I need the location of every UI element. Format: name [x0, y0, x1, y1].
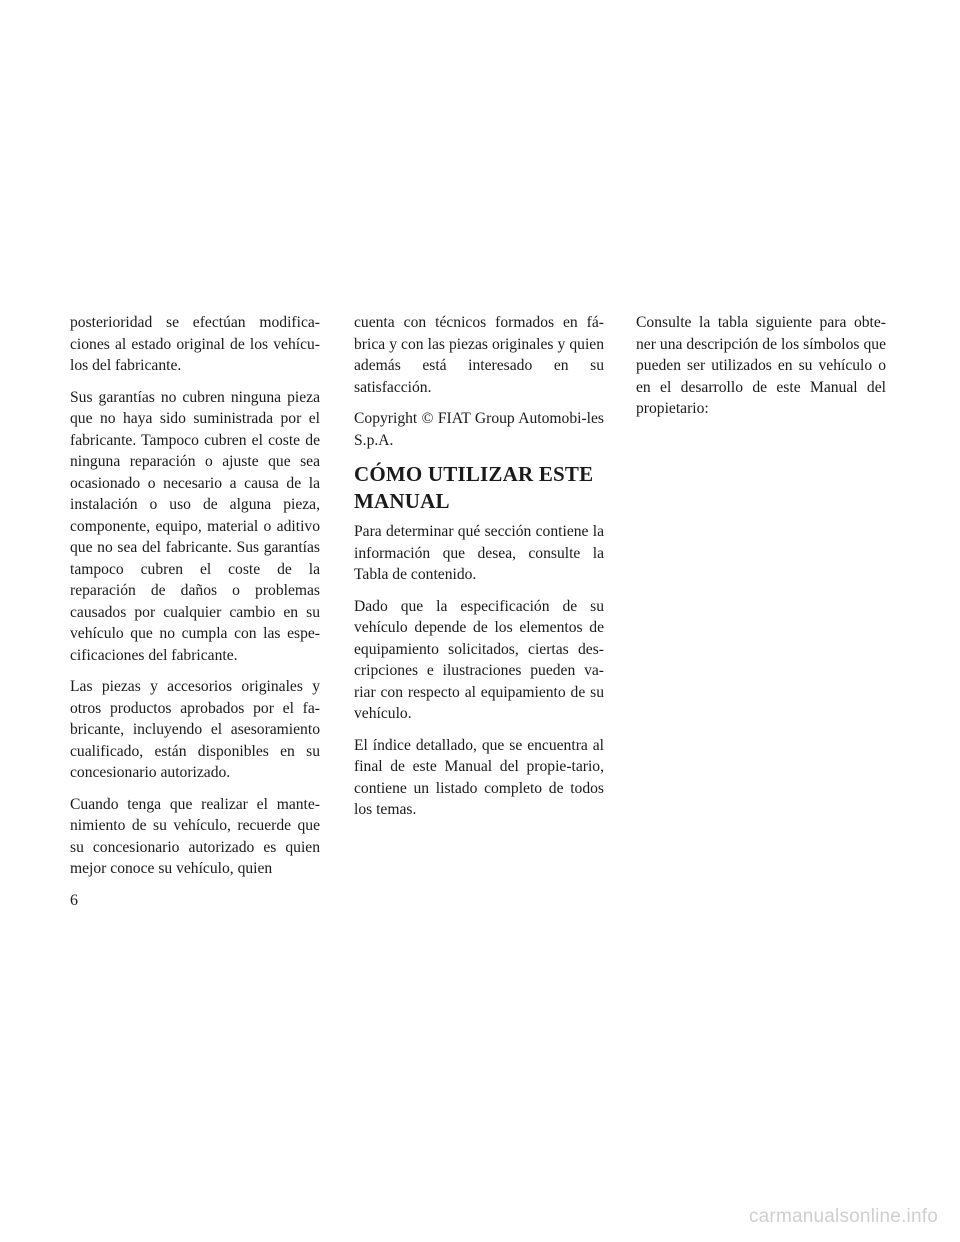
- paragraph: El índice detallado, que se encuentra al final de este Manual del propie-tario, contiene un listado completo de todos los temas.: [354, 736, 604, 818]
- paragraph: Dado que la especificación de su vehículo depende de los elementos de equipamiento solicitados, ciertas des-cripciones e ilustraciones pueden va-riar con respecto al equipamiento de su vehículo.: [354, 597, 604, 722]
- paragraph: Cuando tenga que realizar el mante-nimiento de su vehículo, recuerde que su concesionario autorizado es quien mejor conoce su vehículo, quien: [70, 795, 320, 877]
- text-column-middle: [354, 312, 604, 831]
- paragraph: Las piezas y accesorios originales y otros productos aprobados por el fa-bricante, incluyendo el asesoramiento cualificado, están disponibles en su concesionario autorizado.: [70, 678, 320, 781]
- paragraph: cuenta con técnicos formados en fá-brica y con las piezas originales y quien además está interesado en su satisfacción.: [354, 314, 604, 396]
- watermark: carmanualsonline.info: [748, 1206, 938, 1227]
- paragraph: Para determinar qué sección contiene la información que desea, consulte la Tabla de contenido.: [354, 523, 604, 583]
- text-column-right: [636, 312, 886, 430]
- paragraph: posterioridad se efectúan modifica-ciones al estado original de los vehícu-los del fabricante.: [70, 314, 320, 374]
- paragraph: Consulte la tabla siguiente para obte-ner una descripción de los símbolos que pueden ser utilizados en su vehículo o en el desarrollo de este Manual del propietario:: [636, 314, 886, 417]
- paragraph: Sus garantías no cubren ninguna pieza que no haya sido suministrada por el fabricante. Tampoco cubren el coste de ninguna reparación o ajuste que sea ocasionado o necesario a causa de la instalación o uso de alguna pieza, componente, equipo, material o aditivo que no sea del fabricante. Sus garantías tampoco cubren el coste de la reparación de daños o problemas causados por cualquier cambio en su vehículo que no cumpla con las espe-cificaciones del fabricante.: [70, 388, 320, 664]
- page-number: 6: [70, 892, 78, 909]
- copyright-notice: Copyright © FIAT Group Automobi-les S.p.A.: [354, 410, 604, 449]
- section-heading: CÓMO UTILIZAR ESTE MANUAL: [354, 462, 594, 513]
- text-column-left: [70, 312, 320, 890]
